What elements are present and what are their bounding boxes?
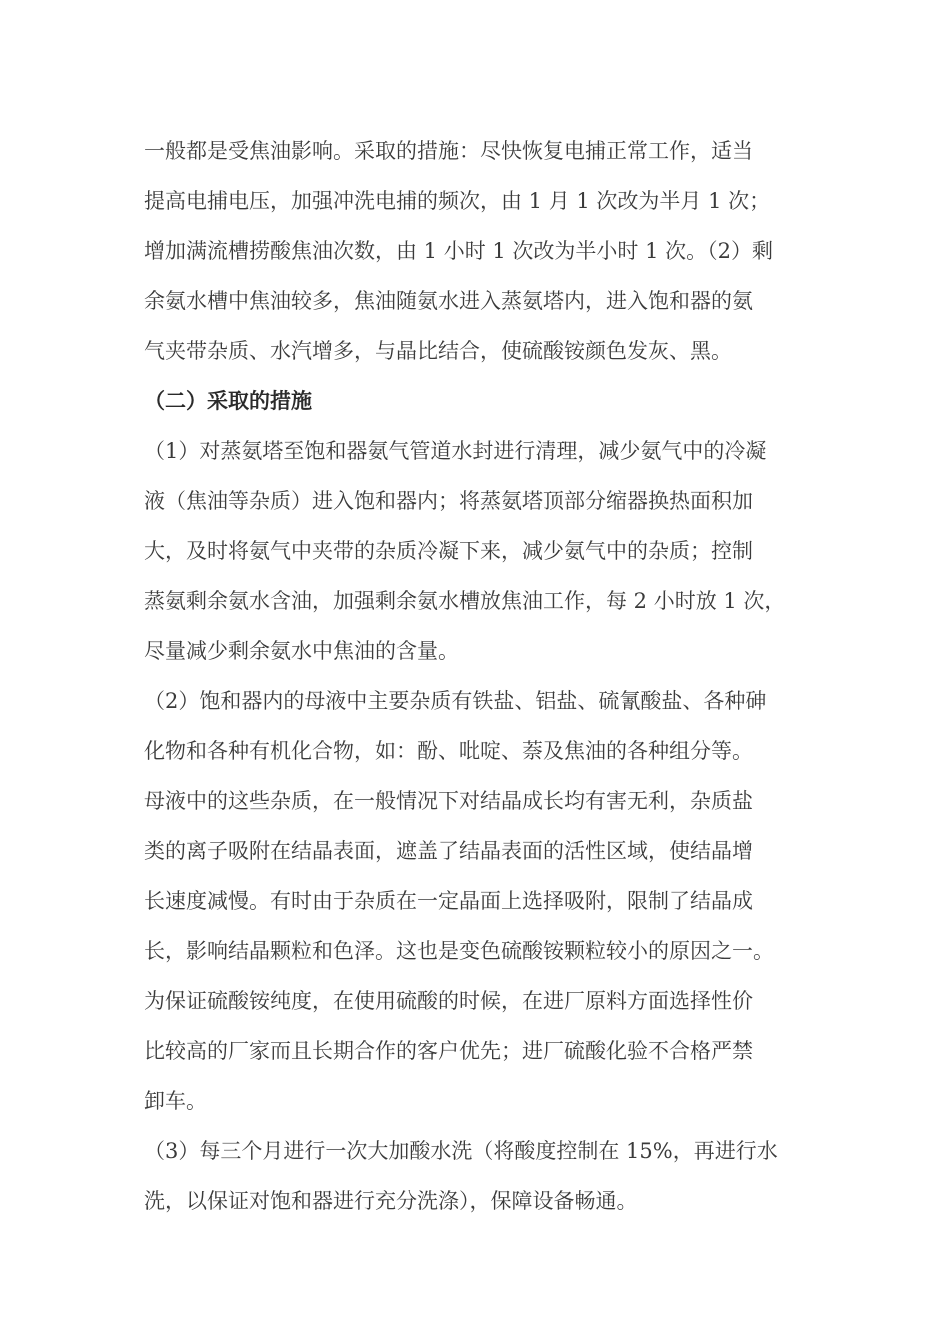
paragraph-line: 气夹带杂质、水汽增多，与晶比结合，使硫酸铵颜色发灰、黑。	[144, 339, 732, 363]
paragraph-line: 一般都是受焦油影响。采取的措施：尽快恢复电捕正常工作，适当	[144, 139, 753, 163]
paragraph-line: 液（焦油等杂质）进入饱和器内；将蒸氨塔顶部分缩器换热面积加	[144, 489, 753, 513]
paragraph-line: 母液中的这些杂质，在一般情况下对结晶成长均有害无利，杂质盐	[144, 789, 753, 813]
paragraph-line: 比较高的厂家而且长期合作的客户优先；进厂硫酸化验不合格严禁	[144, 1039, 753, 1063]
paragraph-line: 余氨水槽中焦油较多，焦油随氨水进入蒸氨塔内，进入饱和器的氨	[144, 289, 753, 313]
paragraph-line: （1）对蒸氨塔至饱和器氨气管道水封进行清理，减少氨气中的冷凝	[144, 439, 767, 463]
paragraph-line: 类的离子吸附在结晶表面，遮盖了结晶表面的活性区域，使结晶增	[144, 839, 753, 863]
paragraph-line: 大，及时将氨气中夹带的杂质冷凝下来，减少氨气中的杂质；控制	[144, 539, 753, 563]
paragraph-line: 尽量减少剩余氨水中焦油的含量。	[144, 639, 459, 663]
paragraph-line: 蒸氨剩余氨水含油，加强剩余氨水槽放焦油工作，每 2 小时放 1 次，	[144, 589, 786, 613]
paragraph-line: 长，影响结晶颗粒和色泽。这也是变色硫酸铵颗粒较小的原因之一。	[144, 939, 774, 963]
paragraph-line: 卸车。	[144, 1089, 207, 1113]
section-heading: （二）采取的措施	[144, 388, 312, 413]
paragraph-line: （2）饱和器内的母液中主要杂质有铁盐、铝盐、硫氰酸盐、各种砷	[144, 689, 767, 713]
paragraph-line: （3）每三个月进行一次大加酸水洗（将酸度控制在 15%，再进行水	[144, 1139, 778, 1163]
paragraph-line: 化物和各种有机化合物，如：酚、吡啶、萘及焦油的各种组分等。	[144, 739, 753, 763]
paragraph-line: 洗，以保证对饱和器进行充分洗涤），保障设备畅通。	[144, 1189, 638, 1213]
paragraph-line: 为保证硫酸铵纯度，在使用硫酸的时候，在进厂原料方面选择性价	[144, 989, 753, 1013]
paragraph-line: 提高电捕电压，加强冲洗电捕的频次，由 1 月 1 次改为半月 1 次；	[144, 189, 771, 213]
document-body	[144, 126, 806, 1226]
paragraph-line: 长速度减慢。有时由于杂质在一定晶面上选择吸附，限制了结晶成	[144, 889, 753, 913]
paragraph-line: 增加满流槽捞酸焦油次数，由 1 小时 1 次改为半小时 1 次。（2）剩	[144, 239, 773, 263]
